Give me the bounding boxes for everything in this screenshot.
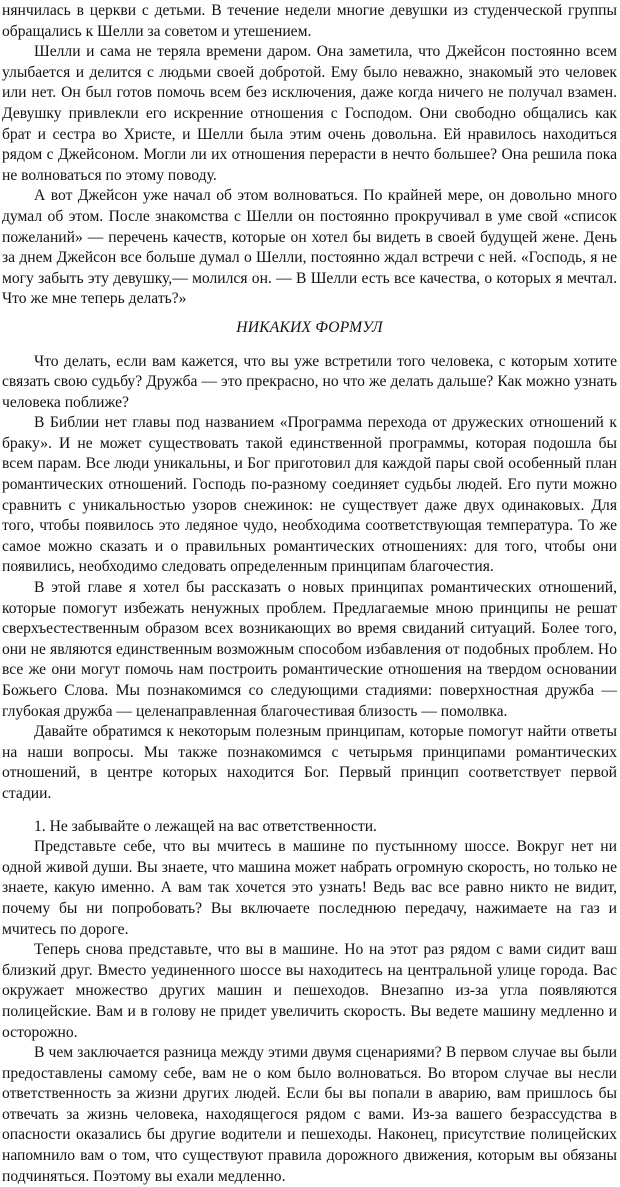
section-heading: НИКАКИХ ФОРМУЛ [236,318,383,336]
paragraph-empty-highway: Представьте себе, что вы мчитесь в машине по пустынному шоссе. Вокруг нет ни одной живой души. Вы знаете, что машина может набрать огромную скорость, но только не знаете, какую именно. А вам так хочется это узнать! Ведь вас все равно никто не видит, почему бы ни попробовать? Вы включаете последнюю передачу, нажимаете на газ и мчитесь по дороге. [2,838,617,938]
paragraph-four-principles: Давайте обратимся к некоторым полезным принципам, которые помогут найти ответы на наши вопросы. Мы также познакомимся с четырьмя принципами романтических отношений, в центре которых находится Бог. Первый принцип соответствует первой стадии. [2,723,617,802]
paragraph-bible-program: В Библии нет главы под названием «Программа перехода от дружеских отношений к браку». И не может существовать такой единственной программы, которая подошла бы всем парам. Все люди уникальны, и Бог приготовил для каждой пары свой особенный план романтических отношений. Господь по-разному соединяет судьбы людей. Его пути можно сравнить с уникальностью узоров снежинок: не существует даже двух одинаковых. Для того, чтобы появилось это ледяное чудо, необходима соответствующая температура. То же самое можно сказать и о правильных романтических отношениях: для того, чтобы они появились, необходимо следовать определенным принципам благочестия. [2,414,617,576]
paragraph-new-principles: В этой главе я хотел бы рассказать о новых принципах романтических отношений, которые помогут избежать ненужных проблем. Предлагаемые мною принципы не решат сверхъестественным образом всех возникающих во время свиданий ситуаций. Более того, они не являются единственным возможным способом избавления от подобных проблем. Но все же они могут помочь нам построить романтические отношения на твердом основании Божьего Слова. Мы познакомимся со следующими стадиями: поверхностная дружба — глубокая дружба — целенаправленная благочестивая близость — помолвка. [2,579,617,720]
paragraph-difference: В чем заключается разница между этими двумя сценариями? В первом случае вы были предоставлены самому себе, вам не о ком было волноваться. Во втором случае вы несли ответственность за жизни других людей. Если бы вы попали в аварию, вам пришлось бы отвечать за жизнь человека, находящегося рядом с вами. Из-за вашего безрассудства в опасности оказались бы другие водители и пешеходы. Наконец, присутствие полицейских напомнило вам о том, что существуют правила дорожного движения, которым вы обязаны подчиняться. Поэтому вы ехали медленно. [2,1044,617,1185]
paragraph-continuation: нянчилась в церкви с детьми. В течение недели многие девушки из студенческой группы обращались к Шелли за советом и утешением. [2,2,617,40]
paragraph-shelly: Шелли и сама не теряла времени даром. Она заметила, что Джейсон постоянно всем улыбается и делится с людьми своей добротой. Ему было неважно, знакомый это человек или нет. Он был готов помочь всем без исключения, даже когда ничего не получал взамен. Девушку привлекли его искренние отношения с Господом. Они свободно общались как брат и сестра во Христе, и Шелли была этим очень довольна. Ей нравилось находиться рядом с Джейсоном. Могли ли их отношения перерасти в нечто большее? Она решила пока не волноваться по этому поводу. [2,43,617,184]
paragraph-jason: А вот Джейсон уже начал об этом волноваться. По крайней мере, он довольно много думал об этом. После знакомства с Шелли он постоянно прокручивал в уме свой «список пожеланий» — перечень качеств, которые он хотел бы видеть в своей будущей жене. День за днем Джейсон все больше думал о Шелли, постоянно ждал встречи с ней. «Господь, я не могу забыть эту девушку,— молился он. — В Шелли есть все качества, о которых я мечтал. Что же мне теперь делать?» [2,187,617,308]
spacer [2,805,617,817]
principle-title: 1. Не забывайте о лежащей на вас ответственности. [34,817,377,835]
paragraph-city-street: Теперь снова представьте, что вы в машине. Но на этот раз рядом с вами сидит ваш близкий друг. Вместо уединенного шоссе вы находитесь на центральной улице города. Вас окружает множество других машин и пешеходов. Внезапно из-за угла появляются полицейские. Вам и в голову не придет увеличить скорость. Вы ведете машину медленно и осторожно. [2,941,617,1041]
paragraph-intro-question: Что делать, если вам кажется, что вы уже встретили того человека, с которым хотите связать свою судьбу? Дружба — это прекрасно, но что же делать дальше? Как можно узнать человека поближе? [2,352,617,411]
